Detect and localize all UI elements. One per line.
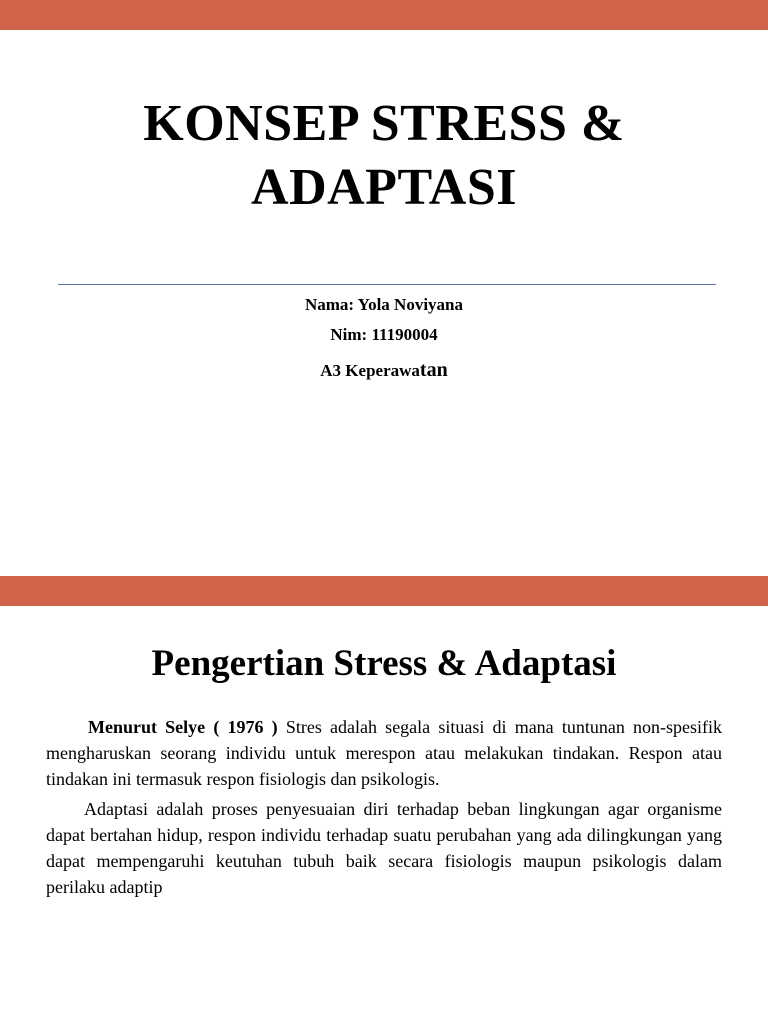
title-divider: [58, 284, 716, 285]
slide-1-accent-bar: [0, 0, 768, 30]
paragraph-1-text: Stres adalah segala situasi di mana tuntunan non-spesifik mengharuskan seorang individu untuk merespon atau melakukan tindakan. Respon atau tindakan ini termasuk respon fisiologis dan psikologis.: [46, 717, 722, 789]
student-nim: Nim: 11190004: [330, 325, 438, 344]
slide-2-title: Pengertian Stress & Adaptasi: [151, 643, 617, 684]
student-class: [0, 359, 768, 382]
paragraph-1-lead: Menurut Selye ( 1976 ): [88, 717, 278, 737]
slide-definition: [0, 576, 768, 1024]
paragraph-stress-definition: [46, 714, 722, 792]
paragraph-adaptation-definition: Adaptasi adalah proses penyesuaian diri terhadap beban lingkungan agar organisme dapat bertahan hidup, respon individu terhadap suatu perubahan yang ada dilingkungan yang dapat mempengaruhi keutuhan tubuh baik secara fisiologis maupun psikologis dalam perilaku adaptip: [46, 799, 722, 897]
slide-2-accent-bar: [0, 576, 768, 606]
student-class-suffix: tan: [419, 359, 448, 381]
student-class-prefix: A3 Keperawa: [320, 361, 420, 380]
slide-1-title: KONSEP STRESS & ADAPTASI: [143, 95, 625, 216]
student-name: Nama: Yola Noviyana: [304, 295, 464, 314]
